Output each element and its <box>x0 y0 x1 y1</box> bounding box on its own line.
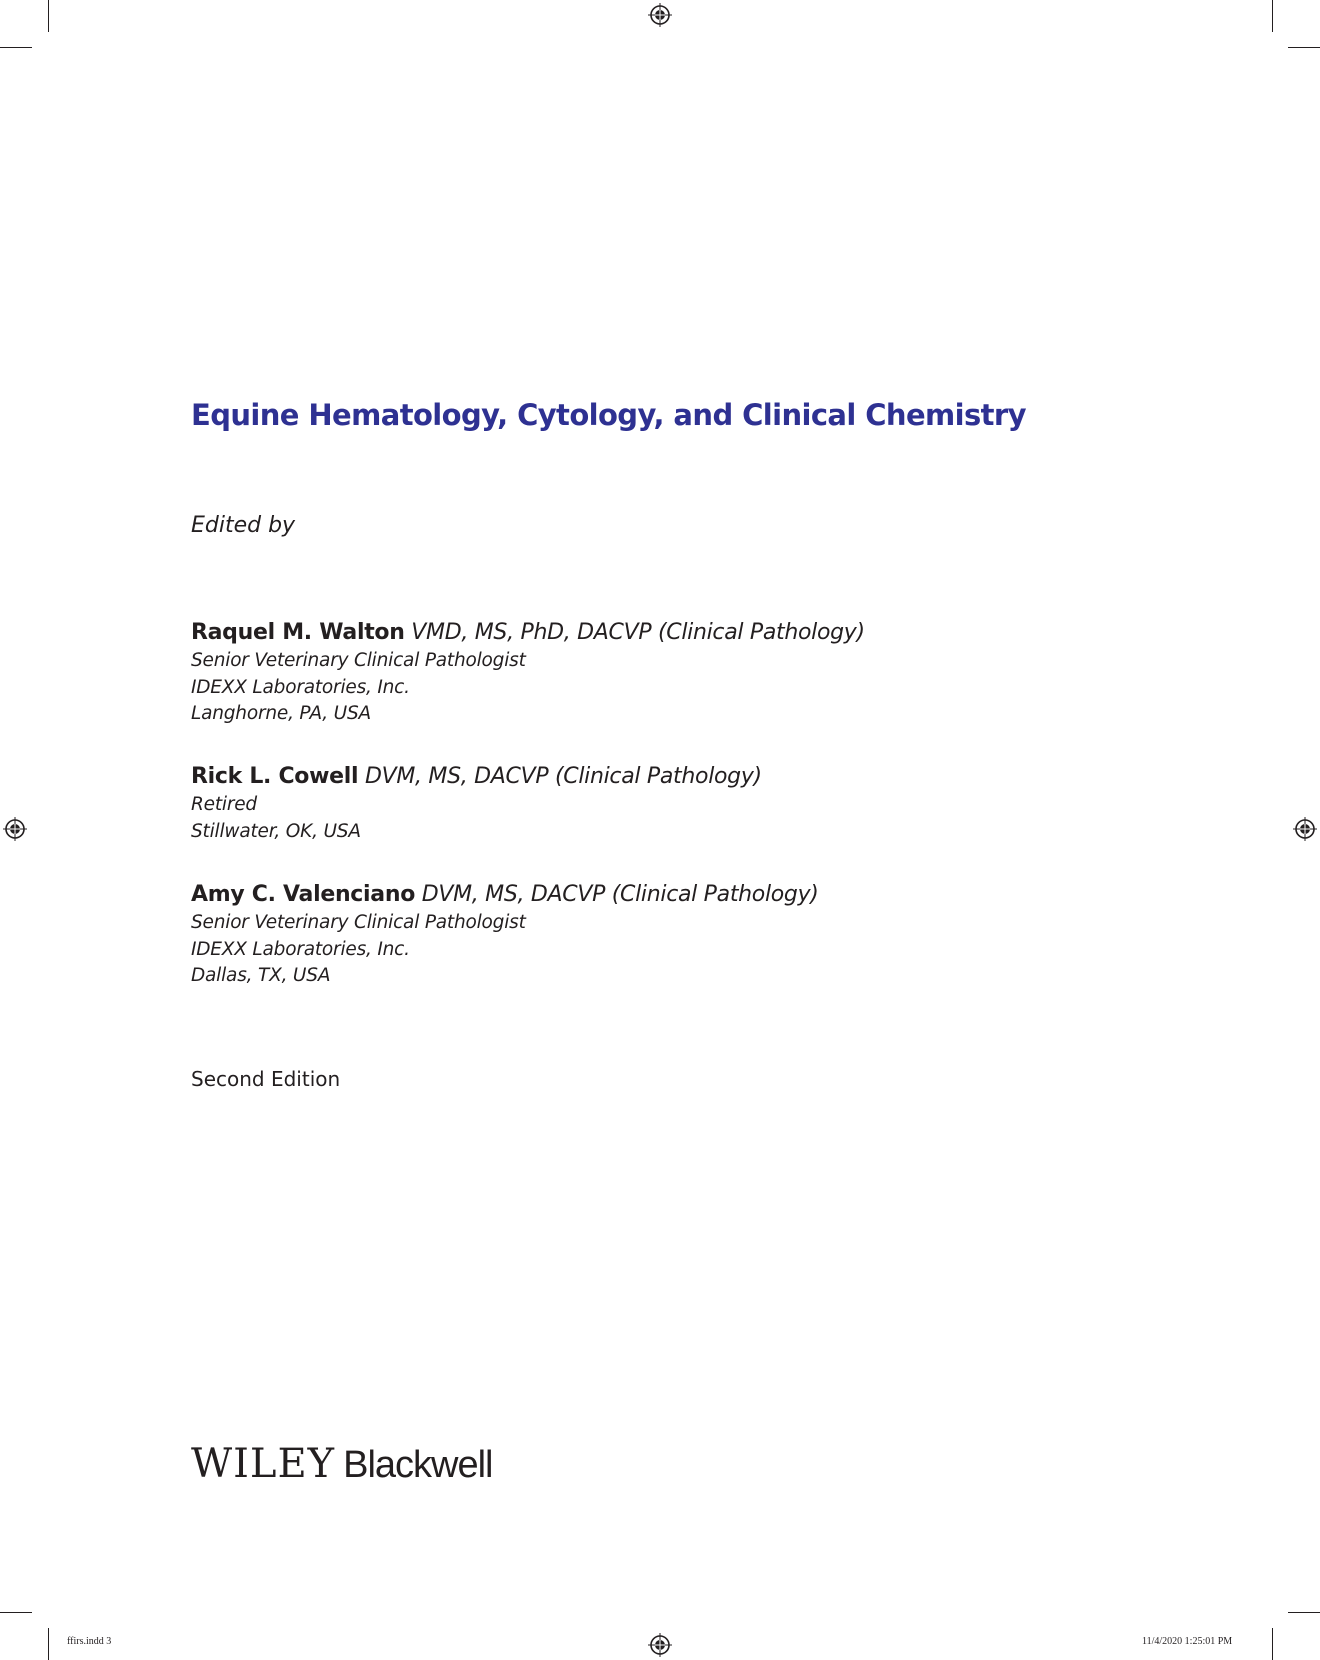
editor-block <box>191 762 762 845</box>
editor-credentials: DVM, MS, DACVP (Clinical Pathology) <box>421 882 819 907</box>
edition-label: Second Edition <box>191 1067 341 1091</box>
editor-name: Amy C. Valenciano <box>191 882 416 907</box>
editor-affiliation-line: Retired <box>191 794 257 815</box>
editor-block <box>191 618 865 728</box>
wiley-wordmark: WILEY <box>191 1441 336 1487</box>
editor-affiliation-line: Senior Veterinary Clinical Pathologist <box>191 912 526 933</box>
crop-mark <box>1272 1628 1273 1660</box>
book-title: Equine Hematology, Cytology, and Clinical Chemistry <box>191 398 1026 432</box>
crop-mark <box>0 47 32 48</box>
editor-credentials: VMD, MS, PhD, DACVP (Clinical Pathology) <box>411 620 865 645</box>
editor-name: Raquel M. Walton <box>191 620 405 645</box>
editor-block <box>191 880 819 990</box>
crop-mark <box>48 1628 49 1660</box>
wiley-blackwell-logo <box>191 1441 492 1487</box>
editor-name: Rick L. Cowell <box>191 764 359 789</box>
crop-mark <box>1288 47 1320 48</box>
registration-mark-icon <box>3 817 27 841</box>
edited-by-label: Edited by <box>191 513 296 538</box>
slug-filename: ffirs.indd 3 <box>67 1636 112 1647</box>
editor-affiliation-line: Stillwater, OK, USA <box>191 820 361 842</box>
editor-affiliation-line: Langhorne, PA, USA <box>191 703 371 724</box>
crop-mark <box>1272 0 1273 32</box>
editor-affiliation-line: Senior Veterinary Clinical Pathologist <box>191 650 526 671</box>
crop-mark <box>0 1612 32 1613</box>
editor-affiliation-line: IDEXX Laboratories, Inc. <box>191 676 410 698</box>
slug-timestamp: 11/4/2020 1:25:01 PM <box>1142 1636 1233 1647</box>
editor-affiliation-line: Dallas, TX, USA <box>191 965 331 986</box>
registration-mark-icon <box>1293 817 1317 841</box>
editor-credentials: DVM, MS, DACVP (Clinical Pathology) <box>364 764 762 789</box>
blackwell-wordmark: Blackwell <box>343 1444 493 1486</box>
registration-mark-icon <box>648 1633 672 1657</box>
crop-mark <box>1288 1612 1320 1613</box>
registration-mark-icon <box>648 3 672 27</box>
editor-affiliation-line: IDEXX Laboratories, Inc. <box>191 938 410 960</box>
crop-mark <box>48 0 49 32</box>
